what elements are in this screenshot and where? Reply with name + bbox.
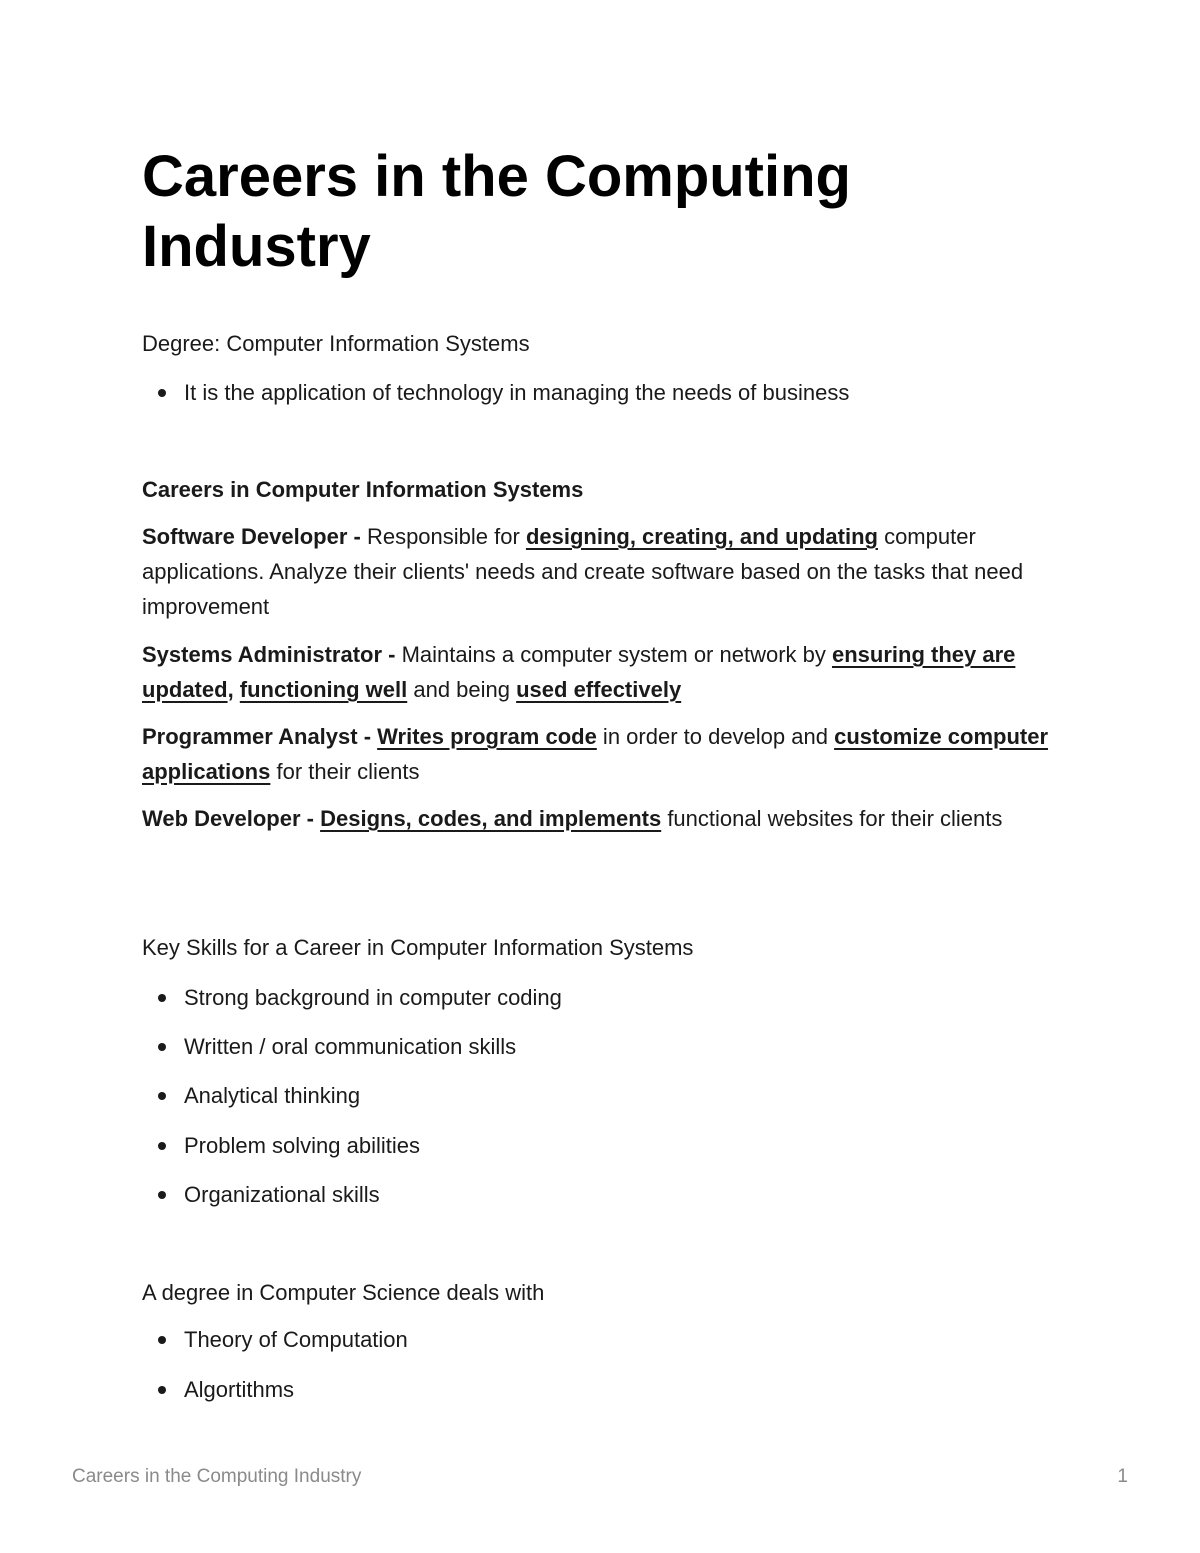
entry-term: Software Developer - bbox=[142, 524, 367, 549]
systems-administrator-entry bbox=[142, 637, 1052, 707]
entry-text: Maintains a computer system or network by bbox=[401, 642, 832, 667]
bullet-icon bbox=[158, 1043, 166, 1051]
bullet-icon bbox=[158, 389, 166, 397]
entry-text: in order to develop and bbox=[596, 724, 835, 749]
entry-highlight: ensuring they are updated bbox=[142, 642, 1016, 702]
entry-highlight: functioning well bbox=[239, 677, 408, 702]
entry-text: functional websites for their clients bbox=[661, 806, 1003, 831]
entry-term: Systems Administrator - bbox=[142, 642, 402, 667]
entry-highlight: Designs, codes, and implements bbox=[320, 806, 662, 831]
cs-heading: A degree in Computer Science deals with bbox=[142, 1280, 545, 1305]
bullet-icon bbox=[158, 1191, 166, 1199]
degree-line: Degree: Computer Information Systems bbox=[142, 331, 530, 356]
list-item-text: Algortithms bbox=[184, 1377, 295, 1402]
list-item-text: Written / oral communication skills bbox=[184, 1034, 517, 1059]
bullet-icon bbox=[158, 994, 166, 1002]
programmer-analyst-entry bbox=[142, 719, 1052, 789]
entry-highlight: Writes program code bbox=[377, 724, 597, 749]
list-item-text: Theory of Computation bbox=[184, 1327, 408, 1352]
entry-text: Responsible for bbox=[366, 524, 526, 549]
entry-term: Programmer Analyst - bbox=[142, 724, 378, 749]
list-item-text: Organizational skills bbox=[184, 1182, 380, 1207]
software-developer-entry bbox=[142, 519, 1052, 624]
footer-title: Careers in the Computing Industry bbox=[72, 1466, 362, 1487]
entry-highlight: customize computer applications bbox=[142, 724, 1049, 784]
entry-term: Web Developer - bbox=[142, 806, 321, 831]
entry-text: and being bbox=[407, 677, 517, 702]
bullet-icon bbox=[158, 1386, 166, 1394]
web-developer-entry bbox=[142, 801, 1052, 836]
page-number: 1 bbox=[1117, 1466, 1128, 1487]
list-item-text: It is the application of technology in managing the needs of business bbox=[184, 380, 850, 405]
careers-heading: Careers in Computer Information Systems bbox=[142, 477, 584, 502]
list-item-text: Analytical thinking bbox=[184, 1083, 361, 1108]
entry-separator: , bbox=[227, 677, 240, 702]
entry-text: for their clients bbox=[270, 759, 420, 784]
bullet-icon bbox=[158, 1142, 166, 1150]
list-item-text: Problem solving abilities bbox=[184, 1133, 420, 1158]
skills-heading: Key Skills for a Career in Computer Information Systems bbox=[142, 935, 694, 960]
entry-text: computer applications. Analyze their clients' needs and create software based on the tasks that need improvement bbox=[142, 524, 1024, 619]
bullet-icon bbox=[158, 1336, 166, 1344]
entry-highlight: designing, creating, and updating bbox=[525, 524, 878, 549]
bullet-icon bbox=[158, 1092, 166, 1100]
list-item-text: Strong background in computer coding bbox=[184, 985, 562, 1010]
entry-highlight: used effectively bbox=[516, 677, 682, 702]
document-title: Careers in the Computing Industry bbox=[142, 144, 851, 279]
